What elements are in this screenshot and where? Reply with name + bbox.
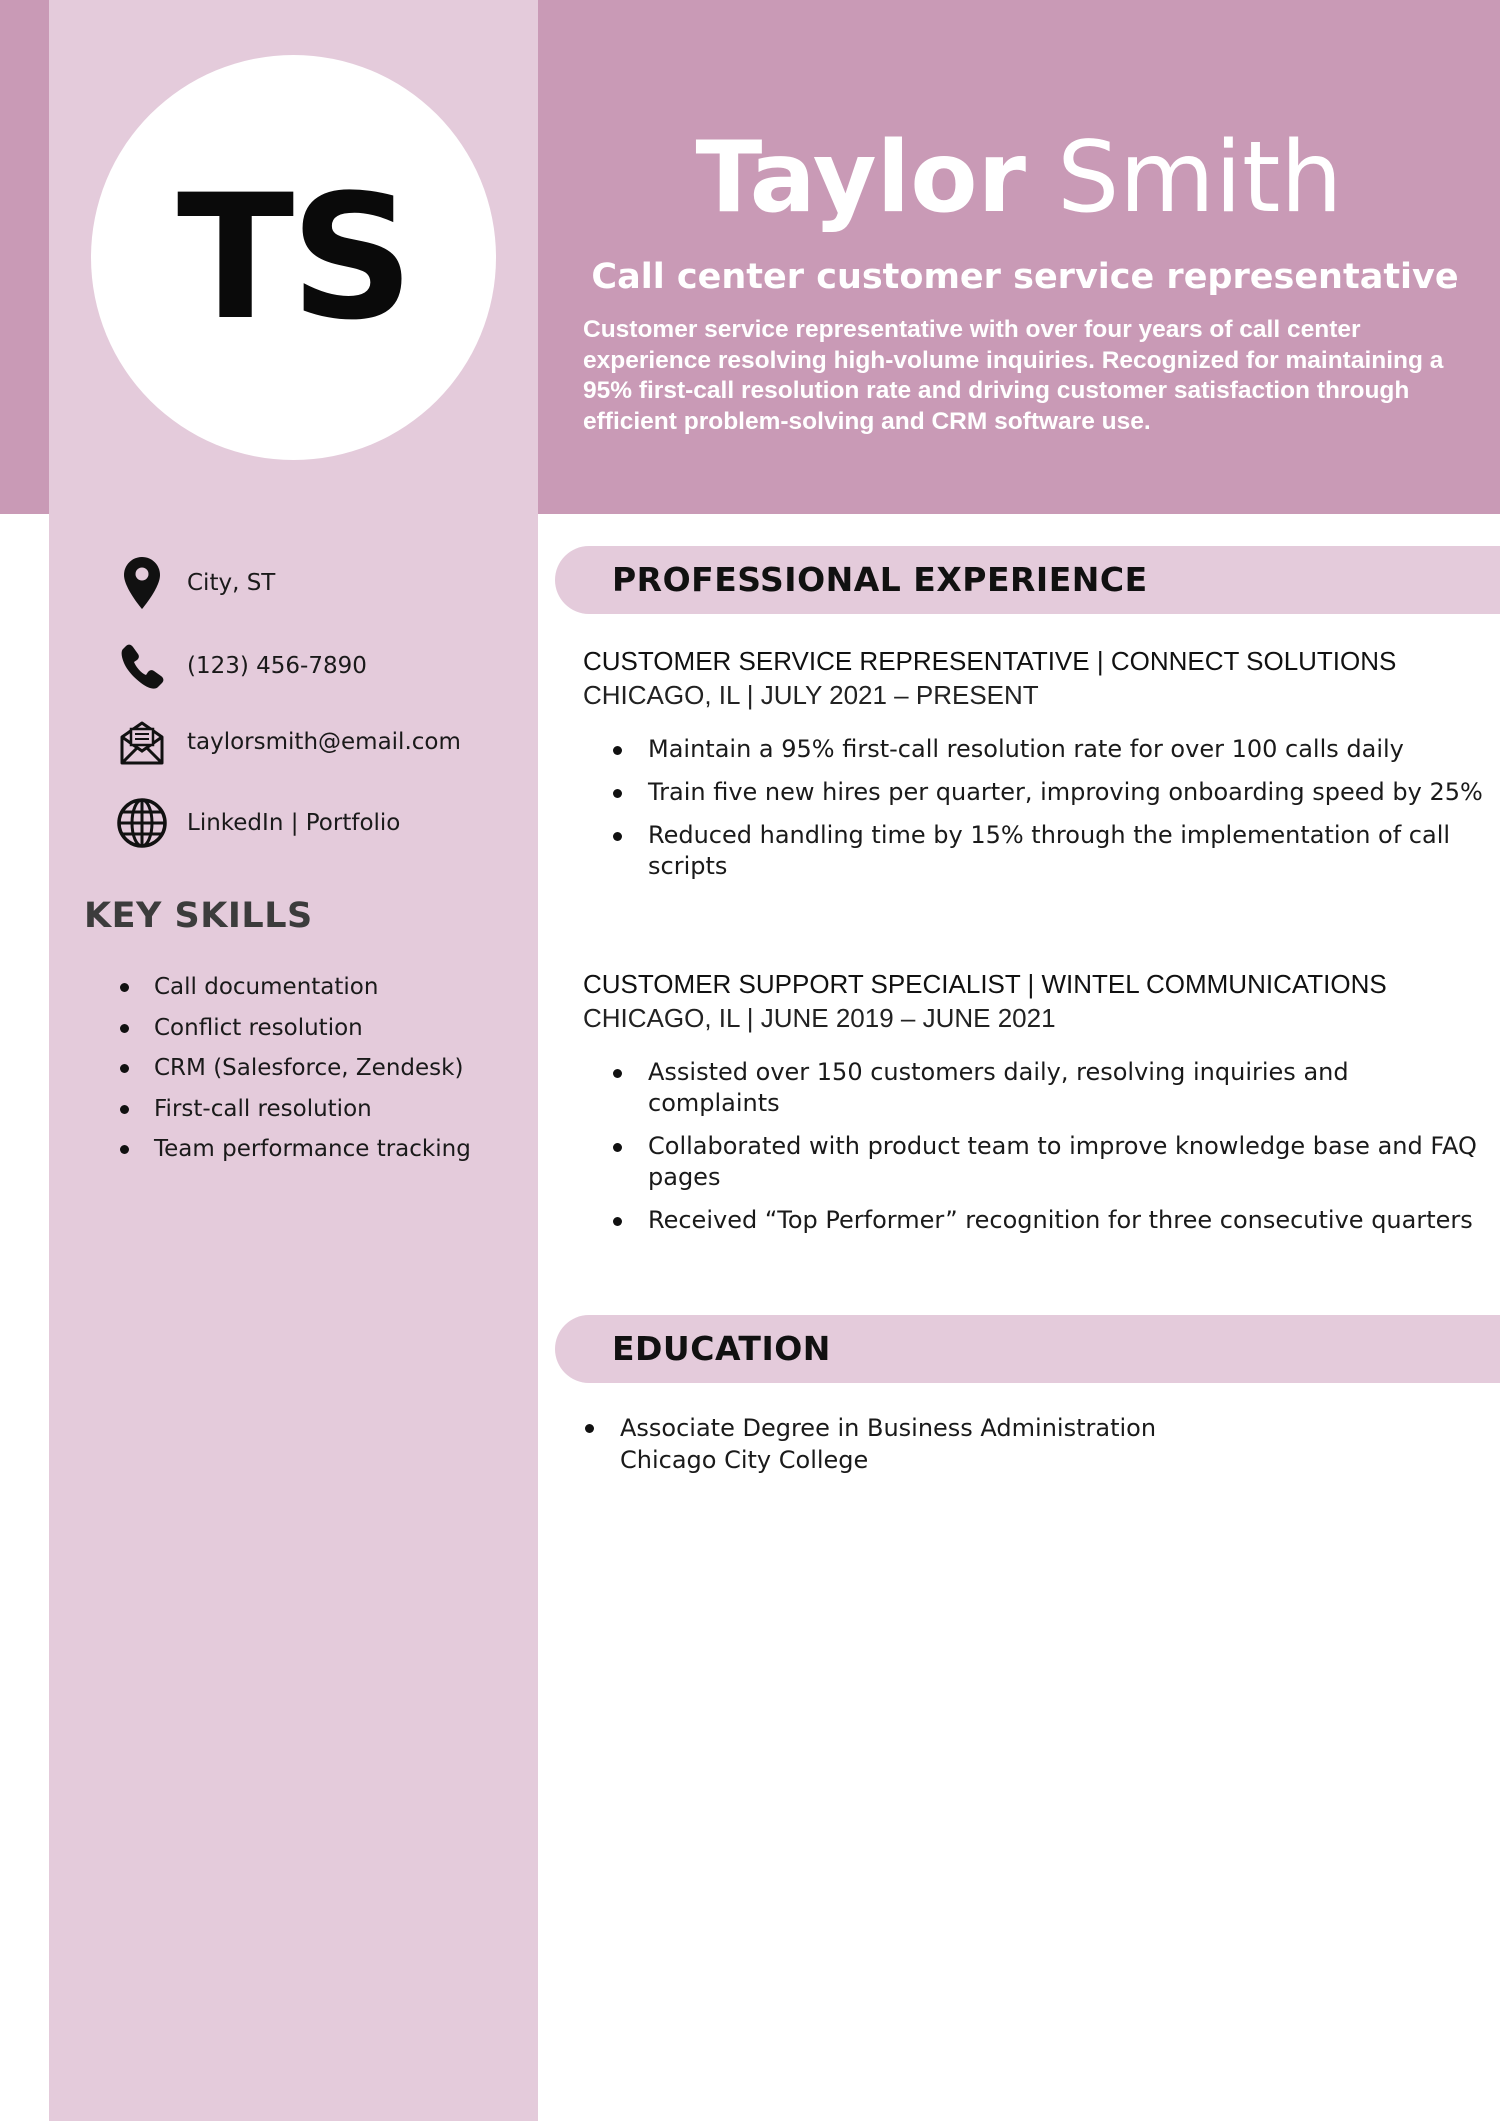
job-bullet: Assisted over 150 customers daily, resolving inquiries and complaints xyxy=(583,1057,1483,1119)
education-list xyxy=(583,1412,1483,1476)
education-school: Chicago City College xyxy=(620,1446,869,1474)
job-role: CUSTOMER SERVICE REPRESENTATIVE | CONNECT SOLUTIONS xyxy=(583,646,1397,676)
job-role: CUSTOMER SUPPORT SPECIALIST | WINTEL COMMUNICATIONS xyxy=(583,969,1387,999)
job-bullet: Maintain a 95% first-call resolution rate for over 100 calls daily xyxy=(583,734,1483,765)
job-bullet: Received “Top Performer” recognition for three consecutive quarters xyxy=(583,1205,1483,1236)
globe-icon xyxy=(112,793,172,853)
education-degree: Associate Degree in Business Administration xyxy=(620,1414,1157,1442)
contact-location xyxy=(112,553,275,613)
monogram-circle xyxy=(91,55,496,460)
job-bullet: Collaborated with product team to improve knowledge base and FAQ pages xyxy=(583,1131,1483,1193)
map-pin-icon xyxy=(112,553,172,613)
job-entry xyxy=(583,967,1483,1248)
email-text: taylorsmith@email.com xyxy=(187,729,461,755)
contact-phone xyxy=(112,636,367,696)
job-bullets xyxy=(583,734,1483,882)
job-bullet: Train five new hires per quarter, improving onboarding speed by 25% xyxy=(583,777,1483,808)
last-name: Smith xyxy=(1057,121,1343,235)
skill-item: CRM (Salesforce, Zendesk) xyxy=(118,1048,471,1089)
skill-item: Call documentation xyxy=(118,967,471,1008)
candidate-name xyxy=(538,118,1500,238)
web-text: LinkedIn | Portfolio xyxy=(187,810,401,836)
education-section-bar xyxy=(555,1315,1500,1383)
first-name: Taylor xyxy=(695,121,1026,235)
skill-item: First-call resolution xyxy=(118,1089,471,1130)
key-skills-heading: KEY SKILLS xyxy=(84,896,313,936)
education-heading: EDUCATION xyxy=(612,1329,831,1368)
phone-text: (123) 456-7890 xyxy=(187,653,367,679)
job-entry xyxy=(583,644,1483,894)
job-bullets xyxy=(583,1057,1483,1236)
monogram-initials: TS xyxy=(176,157,411,358)
contact-email xyxy=(112,712,461,772)
job-title: Call center customer service representative xyxy=(591,257,1459,297)
contact-web xyxy=(112,793,400,853)
experience-section-bar xyxy=(555,546,1500,614)
job-meta: CHICAGO, IL | JUNE 2019 – JUNE 2021 xyxy=(583,1003,1056,1033)
phone-icon xyxy=(112,636,172,696)
profile-summary: Customer service representative with over four years of call center experience resolving high-volume inquiries. Recognized for maintaining a 95% first-call resolution rate and driving customer satisfaction through efficient problem-solving and CRM software use. xyxy=(583,316,1444,435)
education-item xyxy=(583,1412,1483,1476)
key-skills-list xyxy=(118,967,471,1170)
skill-item: Conflict resolution xyxy=(118,1008,471,1049)
envelope-icon xyxy=(112,712,172,772)
location-text: City, ST xyxy=(187,570,276,596)
experience-heading: PROFESSIONAL EXPERIENCE xyxy=(612,560,1148,599)
skill-item: Team performance tracking xyxy=(118,1129,471,1170)
job-bullet: Reduced handling time by 15% through the implementation of call scripts xyxy=(583,820,1483,882)
job-meta: CHICAGO, IL | JULY 2021 – PRESENT xyxy=(583,680,1039,710)
